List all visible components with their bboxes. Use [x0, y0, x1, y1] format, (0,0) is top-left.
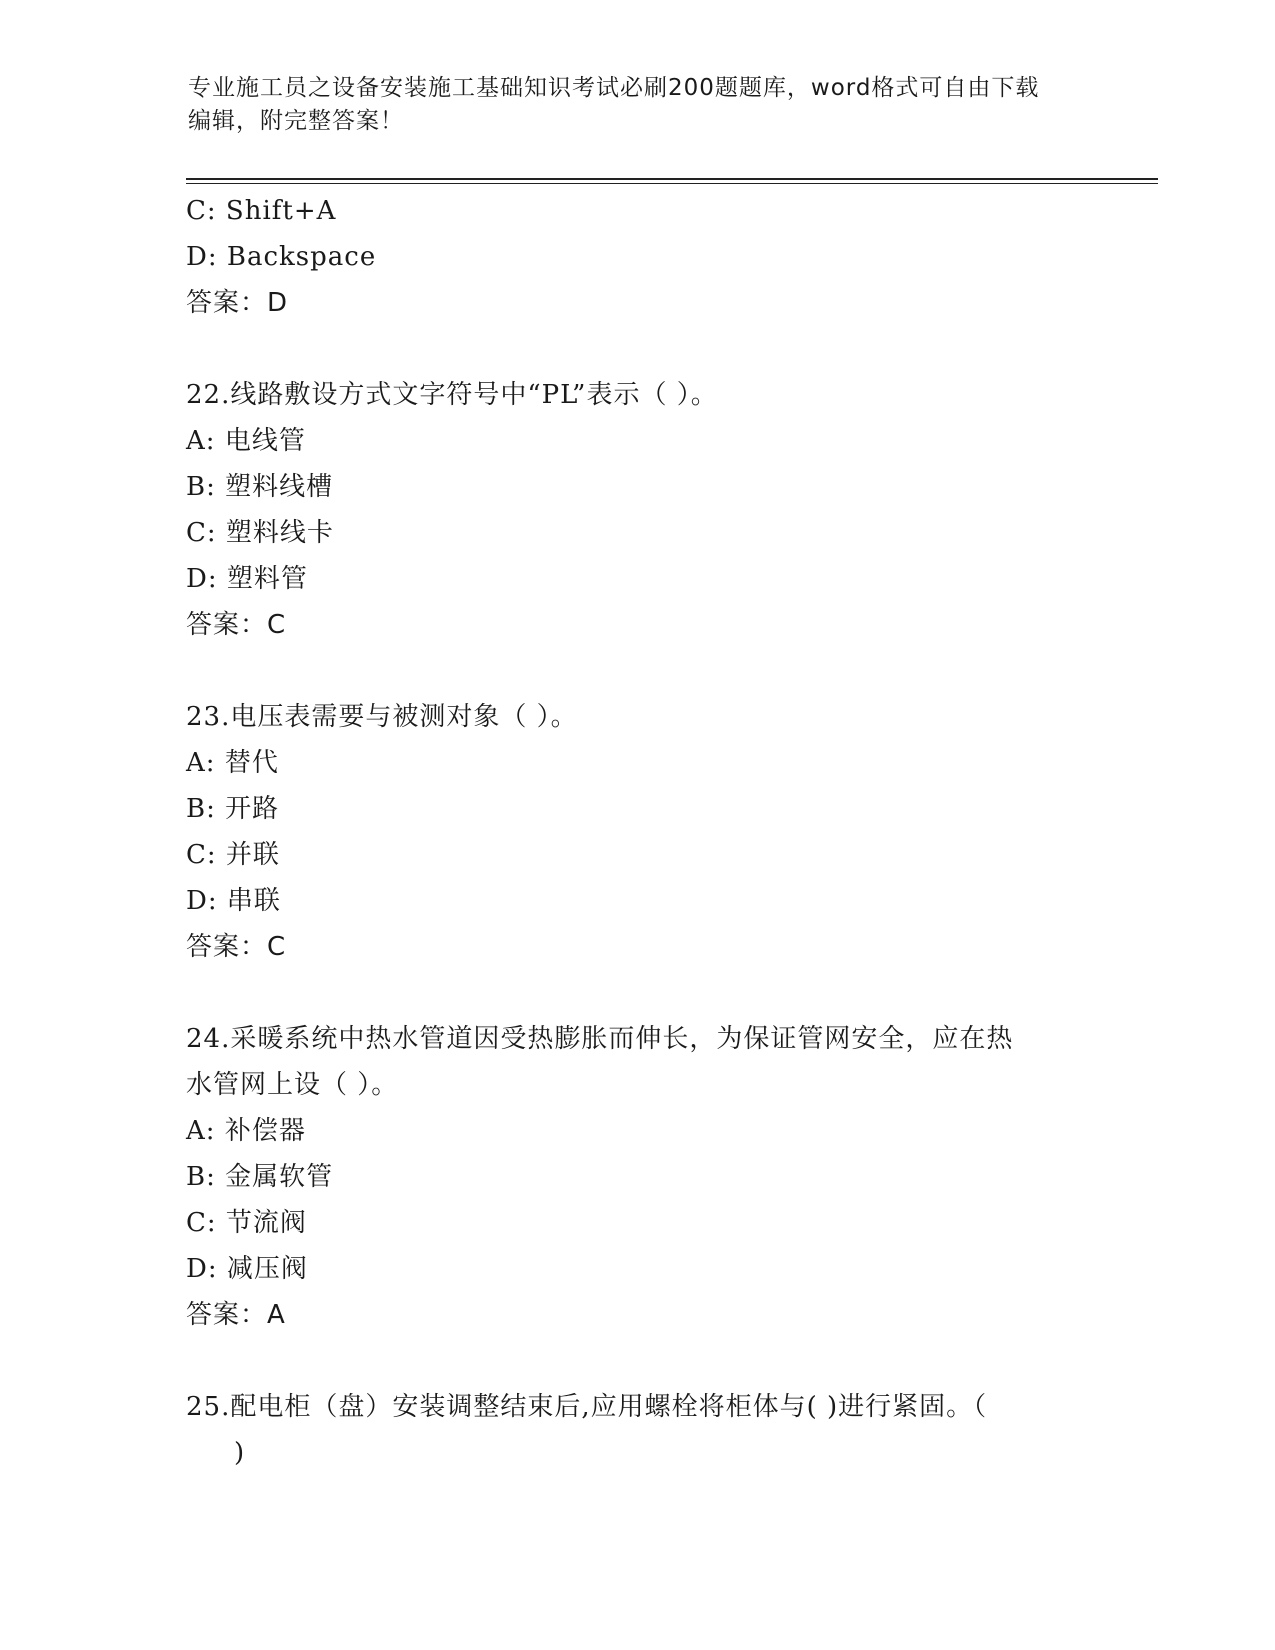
option-label: C:: [186, 196, 226, 226]
option-label: B:: [186, 1162, 226, 1192]
answer: 答案：C: [186, 610, 287, 640]
question-stem-line-1: 25.配电柜（盘）安装调整结束后,应用螺栓将柜体与( )进行紧固。（: [186, 1392, 988, 1422]
option-label: B:: [186, 472, 226, 502]
option-text: 并联: [225, 840, 280, 870]
header-divider: [186, 178, 1158, 184]
option-text: 金属软管: [225, 1162, 334, 1192]
option-d: [186, 878, 1086, 924]
option-text: 塑料线卡: [225, 518, 334, 548]
spacer: [186, 1338, 1086, 1384]
question-stem-line-2: 水管网上设（ ）。: [186, 1070, 399, 1100]
page-header: [188, 72, 1068, 138]
option-label: D:: [186, 564, 227, 594]
option-text: 电线管: [224, 426, 306, 456]
option-c: [186, 1200, 1086, 1246]
spacer: [186, 970, 1086, 1016]
option-c: [186, 832, 1086, 878]
question-stem: 22.线路敷设方式文字符号中“PL”表示（ ）。: [186, 380, 718, 410]
option-text: 减压阀: [226, 1254, 308, 1284]
question-24: [186, 1016, 1086, 1338]
option-label: A:: [186, 748, 225, 778]
option-label: B:: [186, 794, 226, 824]
option-a: [186, 1108, 1086, 1154]
option-a: [186, 418, 1086, 464]
question-22: [186, 372, 1086, 648]
option-c: [186, 510, 1086, 556]
option-label: D:: [186, 242, 227, 272]
question-stem-line-2: ): [234, 1438, 246, 1468]
option-label: A:: [186, 1116, 225, 1146]
option-d: [186, 234, 1086, 280]
option-c: [186, 188, 1086, 234]
option-label: C:: [186, 1208, 226, 1238]
option-b: [186, 464, 1086, 510]
header-title-line-2: 编辑，附完整答案！: [188, 108, 404, 134]
option-label: A:: [186, 426, 225, 456]
option-text: 替代: [224, 748, 279, 778]
option-text: 节流阀: [225, 1208, 307, 1238]
option-text: 塑料管: [226, 564, 308, 594]
option-d: [186, 556, 1086, 602]
option-label: D:: [186, 1254, 227, 1284]
option-d: [186, 1246, 1086, 1292]
option-b: [186, 786, 1086, 832]
option-text: 开路: [225, 794, 280, 824]
spacer: [186, 326, 1086, 372]
option-label: C:: [186, 840, 226, 870]
option-label: D:: [186, 886, 227, 916]
option-label: C:: [186, 518, 226, 548]
question-continued: [186, 188, 1086, 326]
option-text: Backspace: [226, 242, 377, 272]
question-stem: 23.电压表需要与被测对象（ ）。: [186, 702, 578, 732]
question-23: [186, 694, 1086, 970]
spacer: [186, 648, 1086, 694]
header-title-line-1: 专业施工员之设备安装施工基础知识考试必刷200题题库，word格式可自由下载: [188, 75, 1040, 101]
question-stem-line-1: 24.采暖系统中热水管道因受热膨胀而伸长，为保证管网安全，应在热: [186, 1024, 1014, 1054]
option-text: Shift+A: [225, 196, 337, 226]
question-list: [186, 188, 1086, 1476]
question-25: [186, 1384, 1086, 1476]
option-text: 补偿器: [224, 1116, 306, 1146]
option-b: [186, 1154, 1086, 1200]
answer: 答案：C: [186, 932, 287, 962]
option-text: 塑料线槽: [225, 472, 334, 502]
option-text: 串联: [226, 886, 281, 916]
option-a: [186, 740, 1086, 786]
answer: 答案：D: [186, 288, 289, 318]
answer: 答案：A: [186, 1300, 286, 1330]
